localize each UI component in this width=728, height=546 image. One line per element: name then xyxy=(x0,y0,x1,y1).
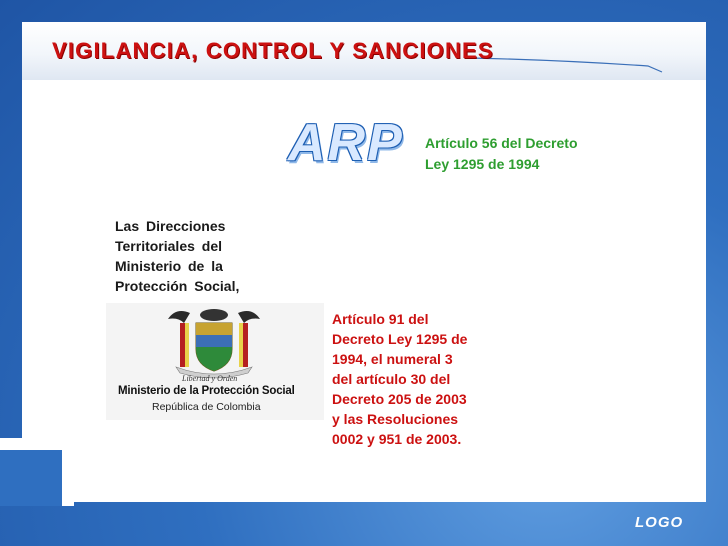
black-text-block xyxy=(115,216,290,296)
black-line: Las Direcciones xyxy=(115,218,226,234)
red-line: del artículo 30 del xyxy=(332,371,451,387)
red-line: y las Resoluciones xyxy=(332,411,459,427)
black-line: Ministerio de la xyxy=(115,258,223,274)
arp-heading: ARP xyxy=(288,114,404,172)
ministry-motto: Libertad y Orden xyxy=(182,374,238,383)
green-line: Ley 1295 de 1994 xyxy=(425,156,540,172)
green-line: Artículo 56 del Decreto xyxy=(425,135,578,151)
black-line: Protección Social, xyxy=(115,278,240,294)
title-swoosh-line xyxy=(470,58,662,72)
green-text-block xyxy=(425,133,635,175)
ministry-logo xyxy=(106,303,324,420)
red-line: Decreto 205 de 2003 xyxy=(332,391,467,407)
ministry-name: Ministerio de la Protección Social xyxy=(118,385,295,397)
ministry-country: República de Colombia xyxy=(152,401,261,413)
slide-title: VIGILANCIA, CONTROL Y SANCIONES xyxy=(52,38,494,63)
red-text-block xyxy=(332,309,532,449)
red-line: 0002 y 951 de 2003. xyxy=(332,431,462,447)
red-line: Artículo 91 del xyxy=(332,311,429,327)
red-line: Decreto Ley 1295 de xyxy=(332,331,468,347)
black-line: Territoriales del xyxy=(115,238,223,254)
footer-logo: LOGO xyxy=(635,514,684,531)
red-line: 1994, el numeral 3 xyxy=(332,351,453,367)
